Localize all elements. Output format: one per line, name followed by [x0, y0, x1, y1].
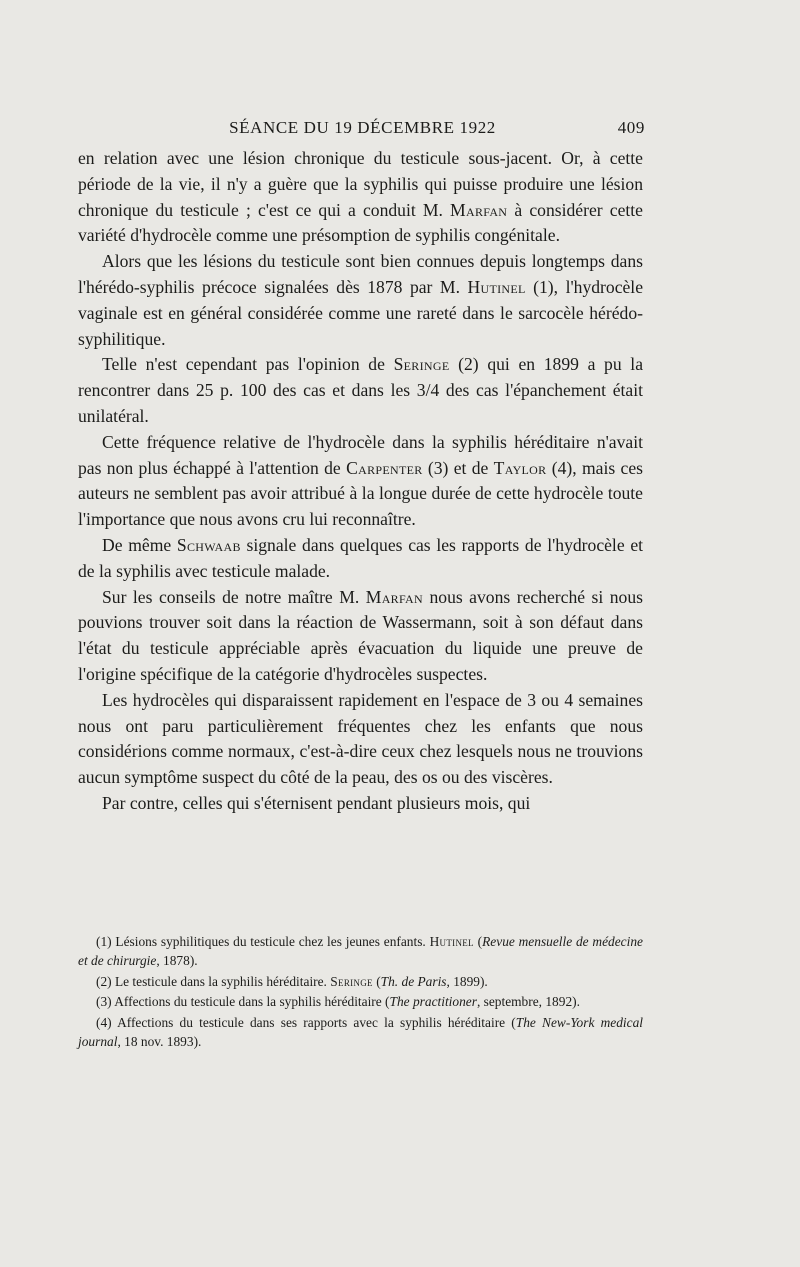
- journal-title: The New-York medical journal: [78, 1014, 643, 1050]
- author-name: Marfan: [450, 199, 508, 220]
- author-name: Hutinel: [429, 934, 474, 949]
- running-header: [80, 118, 645, 144]
- text-run: Sur les conseils de notre maître M.: [102, 586, 360, 607]
- paragraph-5: [78, 533, 643, 585]
- paragraph-4: [78, 430, 643, 533]
- author-name: Hutinel: [467, 276, 526, 297]
- footnote-2: [78, 972, 643, 991]
- text-run: (1) Lésions syphilitiques du testicule chez les jeunes enfants.: [96, 934, 426, 949]
- author-name: Carpenter: [346, 457, 423, 478]
- author-name: Schwaab: [176, 534, 241, 555]
- author-name: Seringe: [393, 354, 450, 375]
- text-run: (4), mais ces auteurs ne semblent pas avoir attribué à la longue durée de cette hydrocèle toute l'importance que nous avons cru lui reconnaître.: [78, 457, 644, 530]
- paragraph-6: [78, 585, 643, 688]
- paragraph-3: [78, 352, 643, 429]
- footnote-3: [78, 992, 643, 1011]
- text-run: Cette fréquence relative de l'hydrocèle dans la syphilis héréditaire n'avait pas non plus échappé à l'attention de: [78, 431, 643, 478]
- text-run: Telle n'est cependant pas l'opinion de: [102, 354, 385, 375]
- footnote-1: [78, 932, 643, 971]
- body-text: [78, 146, 643, 817]
- text-run: (3) Affections du testicule dans la syphilis héréditaire (: [96, 994, 390, 1010]
- footnotes: [78, 932, 643, 1052]
- author-name: Marfan: [365, 586, 423, 607]
- text-run: nous avons recherché si nous pouvions trouver soit dans la réaction de Wassermann, soit à son défaut dans l'état du testicule appréciable après évacuation du liquide une preuve de l'origine spécifique de la catégorie d'hydrocèles suspectes.: [78, 586, 643, 684]
- text-run: , septembre, 1892).: [476, 994, 580, 1010]
- text-run: , 1899).: [446, 973, 488, 989]
- text-run: (4) Affections du testicule dans ses rapports avec la syphilis héréditaire (: [96, 1014, 516, 1030]
- author-name: Seringe: [330, 973, 373, 989]
- text-run: Alors que les lésions du testicule sont bien connues depuis longtemps dans l'hérédo-syphilis précoce signalées dès 1878 par M.: [78, 251, 643, 297]
- footnote-4: [78, 1013, 643, 1052]
- text-run: en relation avec une lésion chronique du testicule sous-jacent. Or, à cette période de la vie, il n'y a guère que la syphilis qui puisse produire une lésion chronique du testicule ; c'est ce qui a conduit M.: [78, 148, 643, 220]
- text-run: (3) et de: [427, 457, 489, 478]
- paragraph-1: [78, 146, 643, 249]
- text-run: signale dans quelques cas les rapports de l'hydrocèle et de la syphilis avec testicule malade.: [78, 534, 644, 581]
- journal-title: Th. de Paris: [380, 973, 447, 989]
- page-number: 409: [617, 118, 645, 137]
- journal-title: The practitioner: [389, 994, 477, 1010]
- text-run: (1), l'hydrocèle vaginale est en général considérée comme une rareté dans le sarcocèle hérédo-syphilitique.: [78, 276, 644, 349]
- paragraph-2: [78, 249, 643, 352]
- text-run: , 1878).: [156, 953, 198, 969]
- text-run: (: [477, 934, 483, 949]
- text-run: à considérer cette variété d'hydrocèle comme une présomption de syphilis congénitale.: [78, 199, 643, 246]
- journal-title: Revue mensuelle de médecine et de chirurgie: [78, 934, 643, 969]
- text-run: (: [376, 973, 381, 989]
- text-run: , 18 nov. 1893).: [117, 1034, 202, 1050]
- text-run: (2) Le testicule dans la syphilis héréditaire.: [96, 973, 327, 989]
- running-title: SÉANCE DU 19 DÉCEMBRE 1922: [229, 118, 496, 137]
- paragraph-7: Les hydrocèles qui disparaissent rapidement en l'espace de 3 ou 4 semaines nous ont paru particulièrement fréquentes chez les enfants que nous considérions comme normaux, c'est-à-dire ceux chez lesquels nous ne trouvions aucun symptôme suspect du côté de la peau, des os ou des viscères.: [78, 689, 643, 788]
- text-run: (2) qui en 1899 a pu la rencontrer dans 25 p. 100 des cas et dans les 3/4 des cas l'épanchement était unilatéral.: [78, 354, 644, 426]
- author-name: Taylor: [493, 457, 547, 478]
- text-run: De même: [102, 534, 172, 555]
- paragraph-8: Par contre, celles qui s'éternisent pendant plusieurs mois, qui: [102, 792, 531, 813]
